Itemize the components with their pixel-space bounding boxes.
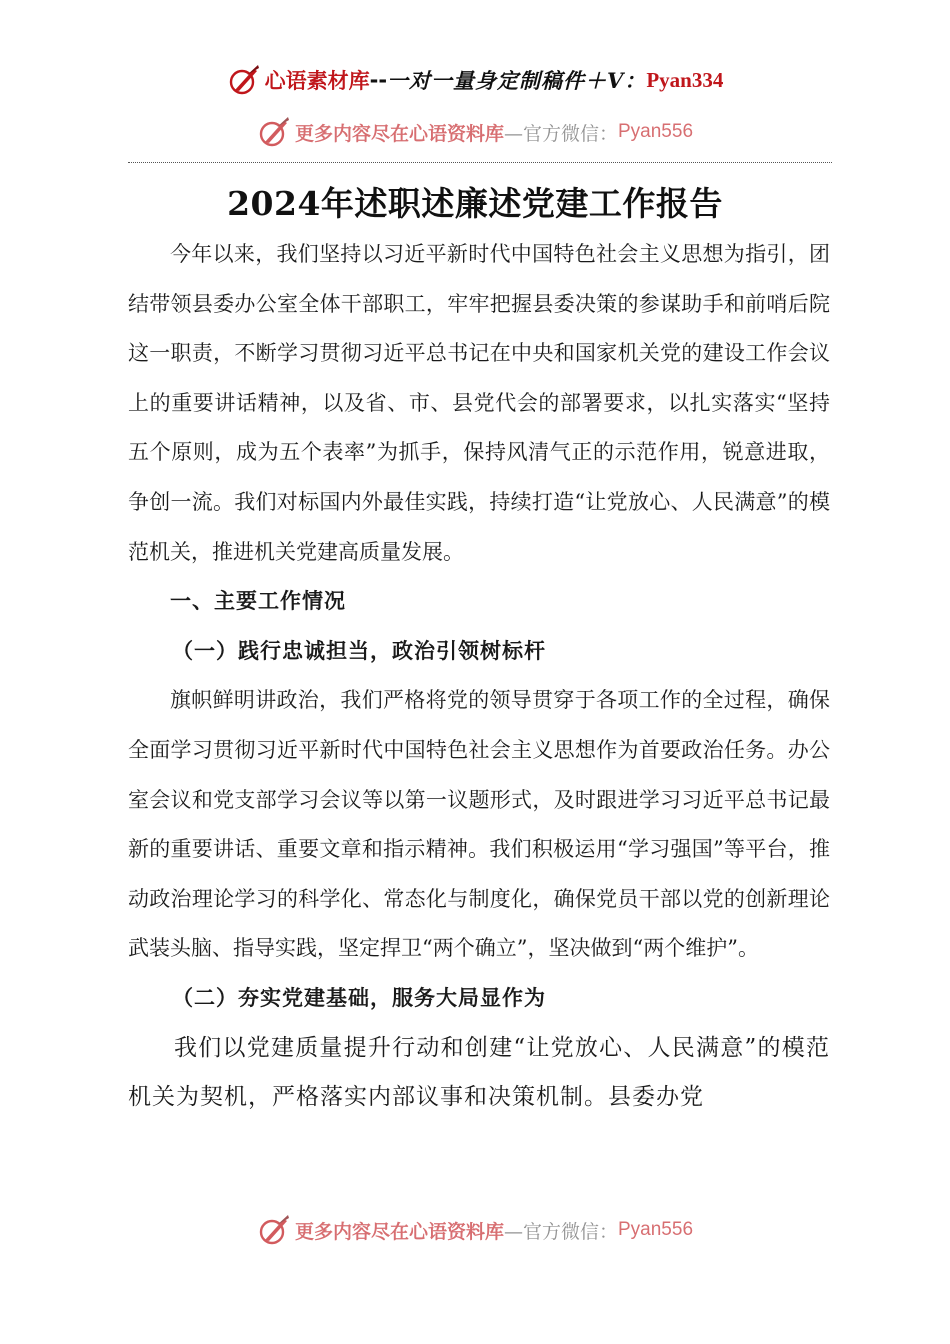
document-body	[128, 230, 830, 1123]
footer-watermark-mid: —官方微信：	[503, 1220, 618, 1243]
body-paragraph: 旗帜鲜明讲政治，我们严格将党的领导贯穿于各项工作的全过程，确保全面学习贯彻习近平新时代中国特色社会主义思想作为首要政治任务。办公室会议和党支部学习会议等以第一议题形式，及时跟进学习习近平总书记最新的重要讲话、重要文章和指示精神。我们积极运用“学习强国”等平台，推动政治理论学习的科学化、常态化与制度化，确保党员干部以党的创新理论武装头脑、指导实践，坚定捍卫“两个确立”，坚决做到“两个维护”。	[128, 688, 830, 961]
footer-watermark	[0, 1210, 950, 1250]
document-title: 2024年述职述廉述党建工作报告	[227, 184, 723, 223]
header-dash: --	[369, 68, 388, 92]
body-paragraph: 我们以党建质量提升行动和创建“让党放心、人民满意”的模范机关为契机，严格落实内部议事和决策机制。县委办党	[128, 1034, 830, 1111]
top-watermark	[0, 112, 950, 152]
header-banner	[0, 60, 950, 100]
quill-logo-icon	[227, 63, 261, 97]
header-contact-id: Pyan334	[646, 67, 724, 92]
footer-watermark-contact-id: Pyan556	[618, 1219, 694, 1240]
footer-watermark-main: 更多内容尽在心语资料库	[294, 1220, 504, 1243]
subsection-heading: （一）践行忠诚担当，政治引领树标杆	[172, 638, 546, 663]
header-slogan: 一对一量身定制稿件＋V：	[387, 68, 647, 93]
section-heading: 一、主要工作情况	[170, 589, 346, 614]
watermark-contact-id: Pyan556	[618, 121, 694, 142]
quill-logo-icon	[257, 115, 291, 149]
header-brand: 心语素材库	[264, 69, 370, 93]
watermark-main: 更多内容尽在心语资料库	[294, 122, 504, 145]
intro-paragraph: 今年以来，我们坚持以习近平新时代中国特色社会主义思想为指引，团结带领县委办公室全体干部职工，牢牢把握县委决策的参谋助手和前哨后院这一职责，不断学习贯彻习近平总书记在中央和国家机关党的建设工作会议上的重要讲话精神，以及省、市、县党代会的部署要求，以扎实落实“坚持五个原则，成为五个表率”为抓手，保持风清气正的示范作用，锐意进取，争创一流。我们对标国内外最佳实践，持续打造“让党放心、人民满意”的模范机关，推进机关党建高质量发展。	[128, 242, 830, 564]
watermark-mid: —官方微信：	[503, 122, 618, 145]
header-divider	[128, 162, 832, 163]
subsection-heading: （二）夯实党建基础，服务大局显作为	[172, 985, 546, 1010]
quill-logo-icon	[257, 1213, 291, 1247]
